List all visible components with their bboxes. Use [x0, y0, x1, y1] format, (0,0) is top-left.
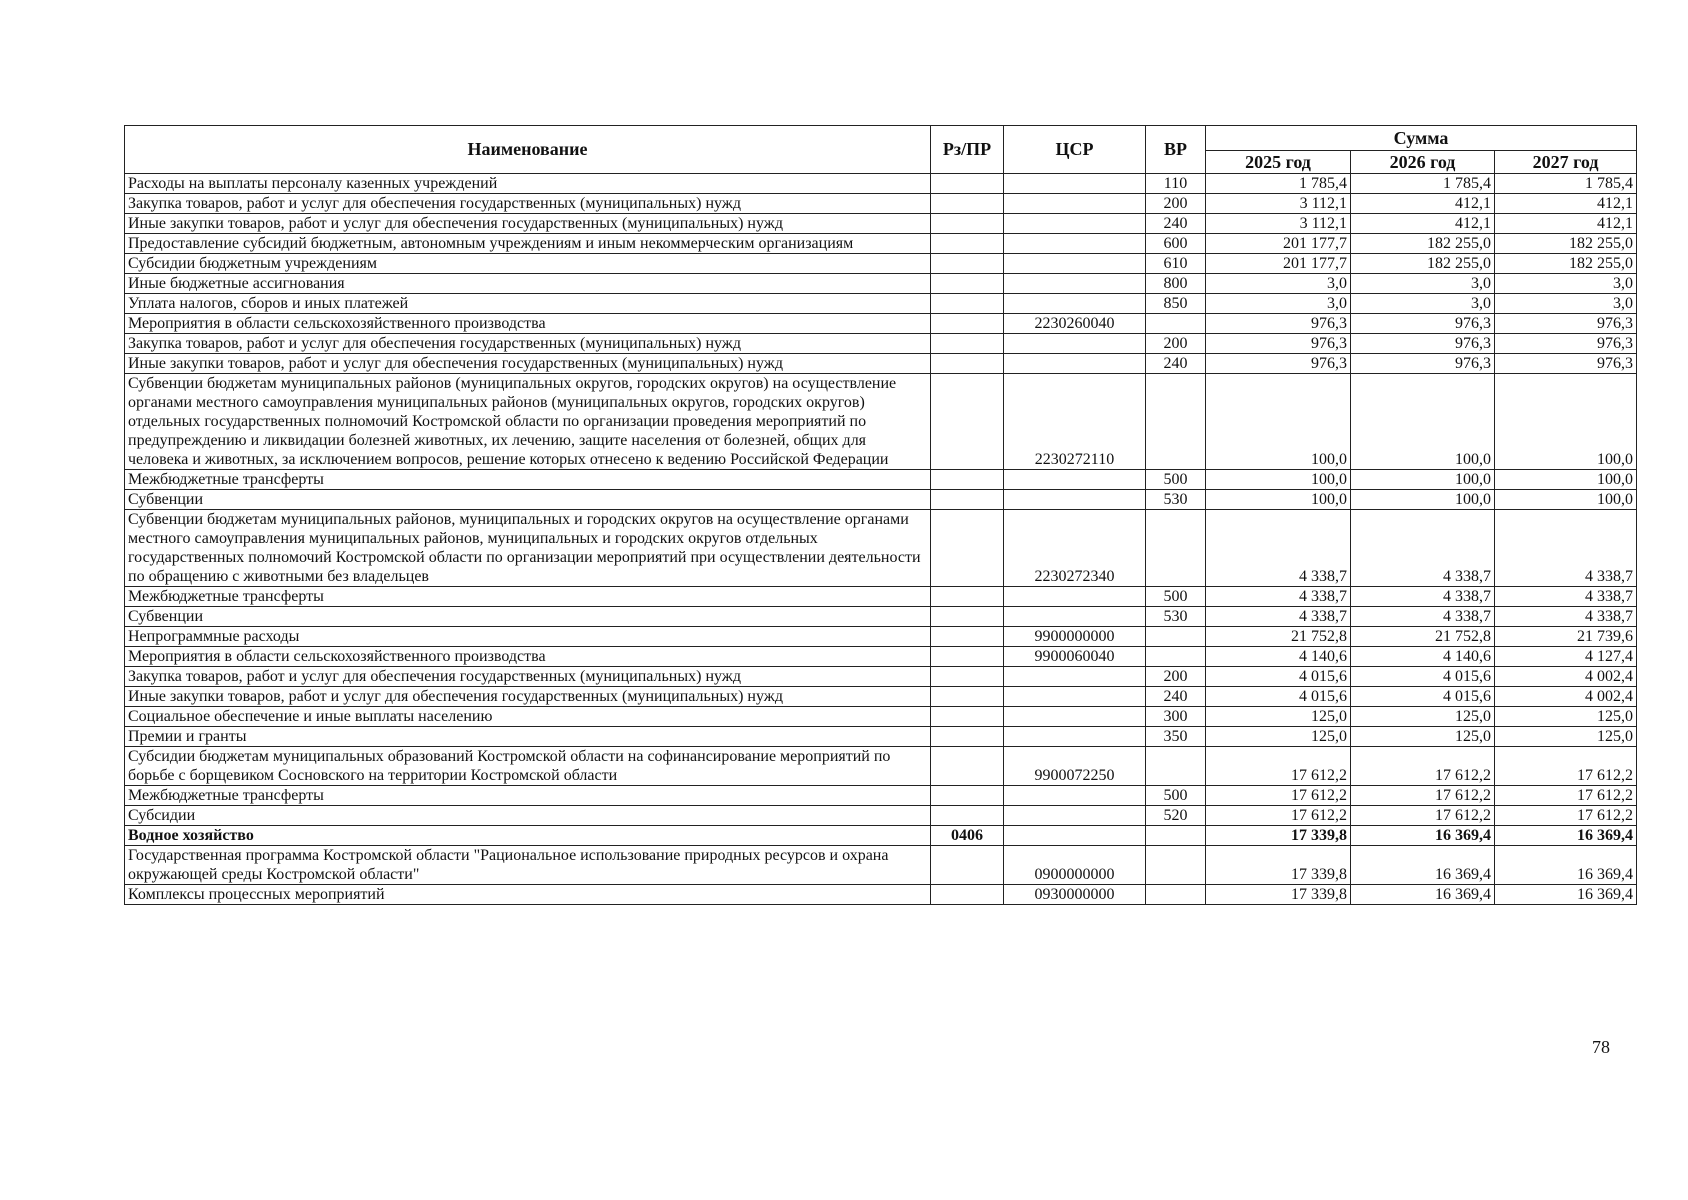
table-row	[125, 885, 1637, 905]
cell-csr	[1004, 806, 1146, 826]
cell-2025: 3,0	[1206, 294, 1351, 314]
cell-vr: 500	[1146, 470, 1206, 490]
cell-2027: 976,3	[1495, 354, 1637, 374]
cell-name: Иные бюджетные ассигнования	[125, 274, 931, 294]
table-row	[125, 786, 1637, 806]
cell-csr	[1004, 214, 1146, 234]
cell-2026: 412,1	[1351, 214, 1495, 234]
cell-vr: 110	[1146, 174, 1206, 194]
cell-rz-pr	[931, 374, 1004, 470]
cell-rz-pr	[931, 510, 1004, 587]
cell-vr: 530	[1146, 607, 1206, 627]
cell-2025: 201 177,7	[1206, 234, 1351, 254]
cell-csr	[1004, 786, 1146, 806]
cell-csr	[1004, 254, 1146, 274]
cell-rz-pr	[931, 647, 1004, 667]
cell-rz-pr	[931, 707, 1004, 727]
cell-2025: 17 612,2	[1206, 806, 1351, 826]
table-row	[125, 294, 1637, 314]
cell-csr: 9900000000	[1004, 627, 1146, 647]
cell-vr: 200	[1146, 194, 1206, 214]
cell-2027: 4 127,4	[1495, 647, 1637, 667]
cell-2026: 4 015,6	[1351, 687, 1495, 707]
cell-csr	[1004, 470, 1146, 490]
cell-2027: 4 002,4	[1495, 687, 1637, 707]
table-row	[125, 627, 1637, 647]
cell-csr: 0930000000	[1004, 885, 1146, 905]
cell-2025: 125,0	[1206, 707, 1351, 727]
header-year-2025: 2025 год	[1206, 151, 1351, 174]
cell-vr: 240	[1146, 687, 1206, 707]
cell-2025: 1 785,4	[1206, 174, 1351, 194]
cell-name: Закупка товаров, работ и услуг для обеспечения государственных (муниципальных) нужд	[125, 667, 931, 687]
cell-rz-pr	[931, 294, 1004, 314]
cell-csr	[1004, 826, 1146, 846]
cell-csr: 0900000000	[1004, 846, 1146, 885]
table-row	[125, 234, 1637, 254]
cell-name: Расходы на выплаты персоналу казенных учреждений	[125, 174, 931, 194]
cell-2026: 412,1	[1351, 194, 1495, 214]
table-row	[125, 607, 1637, 627]
table-row	[125, 490, 1637, 510]
table-row	[125, 314, 1637, 334]
cell-vr	[1146, 510, 1206, 587]
header-year-2026: 2026 год	[1351, 151, 1495, 174]
cell-2025: 4 338,7	[1206, 607, 1351, 627]
cell-name: Межбюджетные трансферты	[125, 470, 931, 490]
cell-rz-pr	[931, 607, 1004, 627]
cell-csr	[1004, 667, 1146, 687]
cell-name: Субвенции	[125, 607, 931, 627]
cell-2027: 4 338,7	[1495, 510, 1637, 587]
cell-2025: 976,3	[1206, 334, 1351, 354]
cell-name: Непрограммные расходы	[125, 627, 931, 647]
cell-2026: 17 612,2	[1351, 806, 1495, 826]
cell-name: Уплата налогов, сборов и иных платежей	[125, 294, 931, 314]
cell-csr: 2230260040	[1004, 314, 1146, 334]
cell-csr	[1004, 294, 1146, 314]
cell-name: Субвенции бюджетам муниципальных районов, муниципальных и городских округов на осуществление органами местного самоуправления муниципальных районов, муниципальных и городских округов отдельных государственных полномочий Костромской области по организации мероприятий при осуществлении деятельности по обращению с животными без владельцев	[125, 510, 931, 587]
cell-vr	[1146, 374, 1206, 470]
cell-2025: 100,0	[1206, 470, 1351, 490]
header-vr: ВР	[1146, 126, 1206, 174]
cell-name: Социальное обеспечение и иные выплаты населению	[125, 707, 931, 727]
cell-vr: 530	[1146, 490, 1206, 510]
cell-2027: 100,0	[1495, 490, 1637, 510]
cell-2026: 182 255,0	[1351, 254, 1495, 274]
cell-2027: 4 338,7	[1495, 607, 1637, 627]
cell-2027: 100,0	[1495, 374, 1637, 470]
cell-vr: 610	[1146, 254, 1206, 274]
budget-table	[124, 125, 1637, 905]
cell-csr	[1004, 174, 1146, 194]
cell-2026: 3,0	[1351, 274, 1495, 294]
cell-2025: 4 015,6	[1206, 687, 1351, 707]
cell-2025: 3,0	[1206, 274, 1351, 294]
table-row	[125, 806, 1637, 826]
cell-2026: 16 369,4	[1351, 826, 1495, 846]
cell-2025: 17 339,8	[1206, 885, 1351, 905]
header-csr: ЦСР	[1004, 126, 1146, 174]
table-row	[125, 510, 1637, 587]
cell-2027: 4 338,7	[1495, 587, 1637, 607]
cell-2027: 16 369,4	[1495, 826, 1637, 846]
cell-2026: 1 785,4	[1351, 174, 1495, 194]
table-row	[125, 747, 1637, 786]
cell-name: Субсидии бюджетам муниципальных образований Костромской области на софинансирование мероприятий по борьбе с борщевиком Сосновского на территории Костромской области	[125, 747, 931, 786]
cell-2025: 100,0	[1206, 490, 1351, 510]
cell-vr: 800	[1146, 274, 1206, 294]
table-row	[125, 374, 1637, 470]
cell-2025: 17 612,2	[1206, 747, 1351, 786]
cell-2026: 100,0	[1351, 374, 1495, 470]
table-row	[125, 826, 1637, 846]
cell-vr	[1146, 747, 1206, 786]
cell-2027: 100,0	[1495, 470, 1637, 490]
cell-2026: 16 369,4	[1351, 846, 1495, 885]
cell-rz-pr	[931, 490, 1004, 510]
cell-vr	[1146, 846, 1206, 885]
cell-name: Иные закупки товаров, работ и услуг для обеспечения государственных (муниципальных) нужд	[125, 687, 931, 707]
cell-2027: 3,0	[1495, 294, 1637, 314]
cell-csr: 9900072250	[1004, 747, 1146, 786]
cell-2027: 976,3	[1495, 334, 1637, 354]
cell-2026: 16 369,4	[1351, 885, 1495, 905]
cell-rz-pr	[931, 214, 1004, 234]
page-number: 78	[1592, 1037, 1610, 1057]
cell-name: Субвенции бюджетам муниципальных районов (муниципальных округов, городских округов) на осуществление органами местного самоуправления муниципальных районов (муниципальных округов, городских округов) отдельных государственных полномочий Костромской области по организации проведения мероприятий по предупреждению и ликвидации болезней животных, их лечению, защите населения от болезней, общих для человека и животных, за исключением вопросов, решение которых отнесено к ведению Российской Федерации	[125, 374, 931, 470]
cell-csr	[1004, 194, 1146, 214]
cell-rz-pr	[931, 747, 1004, 786]
table-header	[125, 126, 1637, 174]
cell-2026: 4 140,6	[1351, 647, 1495, 667]
cell-2025: 125,0	[1206, 727, 1351, 747]
table-row	[125, 214, 1637, 234]
cell-name: Государственная программа Костромской области "Рациональное использование природных ресурсов и охрана окружающей среды Костромской области"	[125, 846, 931, 885]
cell-2027: 412,1	[1495, 194, 1637, 214]
cell-2027: 1 785,4	[1495, 174, 1637, 194]
cell-vr	[1146, 314, 1206, 334]
cell-2026: 100,0	[1351, 490, 1495, 510]
cell-csr	[1004, 490, 1146, 510]
header-year-2027: 2027 год	[1495, 151, 1637, 174]
cell-name: Межбюджетные трансферты	[125, 786, 931, 806]
cell-vr: 500	[1146, 587, 1206, 607]
cell-rz-pr	[931, 254, 1004, 274]
cell-2027: 125,0	[1495, 707, 1637, 727]
cell-vr: 350	[1146, 727, 1206, 747]
cell-2025: 3 112,1	[1206, 194, 1351, 214]
cell-rz-pr	[931, 587, 1004, 607]
cell-vr	[1146, 647, 1206, 667]
cell-name: Предоставление субсидий бюджетным, автономным учреждениям и иным некоммерческим организациям	[125, 234, 931, 254]
cell-csr: 9900060040	[1004, 647, 1146, 667]
cell-csr	[1004, 234, 1146, 254]
cell-2025: 4 140,6	[1206, 647, 1351, 667]
cell-rz-pr	[931, 627, 1004, 647]
header-sum: Сумма	[1206, 126, 1637, 151]
document-page	[124, 125, 1636, 905]
cell-rz-pr	[931, 667, 1004, 687]
cell-rz-pr	[931, 687, 1004, 707]
table-row	[125, 334, 1637, 354]
cell-2025: 4 338,7	[1206, 587, 1351, 607]
cell-2027: 17 612,2	[1495, 786, 1637, 806]
cell-2026: 4 338,7	[1351, 510, 1495, 587]
cell-rz-pr	[931, 786, 1004, 806]
cell-2027: 182 255,0	[1495, 234, 1637, 254]
table-row	[125, 174, 1637, 194]
cell-2025: 201 177,7	[1206, 254, 1351, 274]
cell-name: Межбюджетные трансферты	[125, 587, 931, 607]
cell-2026: 100,0	[1351, 470, 1495, 490]
cell-rz-pr	[931, 354, 1004, 374]
cell-csr	[1004, 607, 1146, 627]
cell-2027: 182 255,0	[1495, 254, 1637, 274]
cell-csr	[1004, 587, 1146, 607]
cell-2026: 4 015,6	[1351, 667, 1495, 687]
cell-csr: 2230272340	[1004, 510, 1146, 587]
cell-2026: 3,0	[1351, 294, 1495, 314]
cell-2025: 3 112,1	[1206, 214, 1351, 234]
cell-rz-pr	[931, 806, 1004, 826]
cell-rz-pr	[931, 274, 1004, 294]
table-row	[125, 254, 1637, 274]
cell-2026: 976,3	[1351, 354, 1495, 374]
cell-csr	[1004, 334, 1146, 354]
cell-rz-pr	[931, 885, 1004, 905]
cell-2026: 976,3	[1351, 314, 1495, 334]
cell-2026: 21 752,8	[1351, 627, 1495, 647]
cell-vr	[1146, 885, 1206, 905]
cell-vr: 300	[1146, 707, 1206, 727]
cell-2026: 125,0	[1351, 707, 1495, 727]
cell-csr	[1004, 274, 1146, 294]
cell-2027: 17 612,2	[1495, 806, 1637, 826]
header-name: Наименование	[125, 126, 931, 174]
cell-vr: 600	[1146, 234, 1206, 254]
cell-vr: 520	[1146, 806, 1206, 826]
cell-name: Закупка товаров, работ и услуг для обеспечения государственных (муниципальных) нужд	[125, 334, 931, 354]
cell-2025: 17 339,8	[1206, 826, 1351, 846]
cell-vr: 240	[1146, 214, 1206, 234]
cell-name: Субсидии бюджетным учреждениям	[125, 254, 931, 274]
table-row	[125, 587, 1637, 607]
cell-2026: 4 338,7	[1351, 587, 1495, 607]
cell-2027: 125,0	[1495, 727, 1637, 747]
cell-2025: 100,0	[1206, 374, 1351, 470]
table-row	[125, 707, 1637, 727]
cell-name: Субсидии	[125, 806, 931, 826]
cell-name: Мероприятия в области сельскохозяйственного производства	[125, 647, 931, 667]
cell-2025: 17 339,8	[1206, 846, 1351, 885]
cell-rz-pr	[931, 727, 1004, 747]
table-row	[125, 194, 1637, 214]
cell-rz-pr	[931, 234, 1004, 254]
cell-2027: 16 369,4	[1495, 846, 1637, 885]
cell-vr: 200	[1146, 334, 1206, 354]
cell-2026: 125,0	[1351, 727, 1495, 747]
cell-rz-pr	[931, 314, 1004, 334]
cell-2026: 17 612,2	[1351, 786, 1495, 806]
cell-2027: 16 369,4	[1495, 885, 1637, 905]
cell-2025: 4 015,6	[1206, 667, 1351, 687]
cell-name: Мероприятия в области сельскохозяйственного производства	[125, 314, 931, 334]
cell-2027: 4 002,4	[1495, 667, 1637, 687]
cell-name: Комплексы процессных мероприятий	[125, 885, 931, 905]
cell-2026: 976,3	[1351, 334, 1495, 354]
cell-2025: 4 338,7	[1206, 510, 1351, 587]
cell-csr	[1004, 354, 1146, 374]
cell-2025: 976,3	[1206, 314, 1351, 334]
cell-rz-pr	[931, 174, 1004, 194]
cell-rz-pr	[931, 470, 1004, 490]
table-row	[125, 687, 1637, 707]
cell-name: Иные закупки товаров, работ и услуг для обеспечения государственных (муниципальных) нужд	[125, 214, 931, 234]
cell-name: Иные закупки товаров, работ и услуг для обеспечения государственных (муниципальных) нужд	[125, 354, 931, 374]
table-row	[125, 354, 1637, 374]
cell-2027: 17 612,2	[1495, 747, 1637, 786]
cell-2027: 3,0	[1495, 274, 1637, 294]
cell-csr	[1004, 727, 1146, 747]
cell-rz-pr	[931, 334, 1004, 354]
cell-vr: 850	[1146, 294, 1206, 314]
cell-vr: 200	[1146, 667, 1206, 687]
cell-2025: 17 612,2	[1206, 786, 1351, 806]
cell-2027: 21 739,6	[1495, 627, 1637, 647]
table-row	[125, 647, 1637, 667]
cell-name: Премии и гранты	[125, 727, 931, 747]
cell-2026: 182 255,0	[1351, 234, 1495, 254]
cell-2027: 976,3	[1495, 314, 1637, 334]
cell-vr	[1146, 627, 1206, 647]
cell-name: Водное хозяйство	[125, 826, 931, 846]
header-rz-pr: Рз/ПР	[931, 126, 1004, 174]
cell-name: Субвенции	[125, 490, 931, 510]
cell-csr	[1004, 687, 1146, 707]
cell-2026: 17 612,2	[1351, 747, 1495, 786]
cell-vr	[1146, 826, 1206, 846]
table-row	[125, 727, 1637, 747]
cell-csr: 2230272110	[1004, 374, 1146, 470]
cell-2027: 412,1	[1495, 214, 1637, 234]
cell-csr	[1004, 707, 1146, 727]
table-row	[125, 846, 1637, 885]
cell-rz-pr: 0406	[931, 826, 1004, 846]
cell-vr: 500	[1146, 786, 1206, 806]
cell-2025: 976,3	[1206, 354, 1351, 374]
table-row	[125, 667, 1637, 687]
table-row	[125, 274, 1637, 294]
cell-rz-pr	[931, 194, 1004, 214]
table-body	[125, 174, 1637, 905]
cell-rz-pr	[931, 846, 1004, 885]
cell-2026: 4 338,7	[1351, 607, 1495, 627]
table-row	[125, 470, 1637, 490]
cell-vr: 240	[1146, 354, 1206, 374]
cell-name: Закупка товаров, работ и услуг для обеспечения государственных (муниципальных) нужд	[125, 194, 931, 214]
cell-2025: 21 752,8	[1206, 627, 1351, 647]
